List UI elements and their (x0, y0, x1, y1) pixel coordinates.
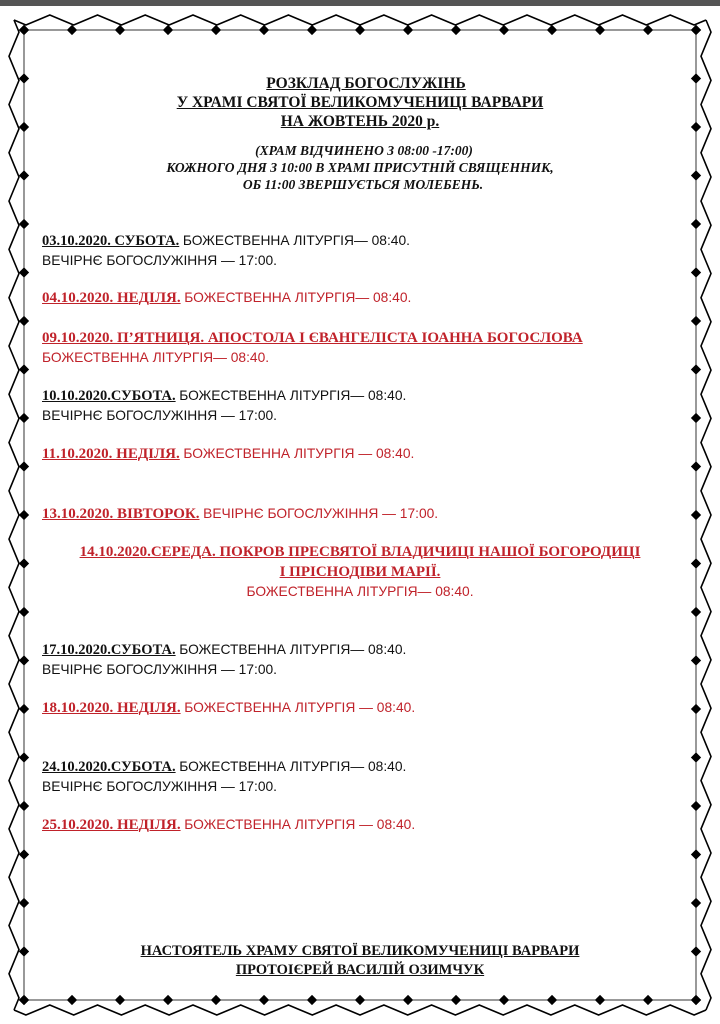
schedule-entry (42, 698, 692, 718)
entry-service: БОЖЕСТВЕННА ЛІТУРГІЯ— 08:40. (246, 584, 474, 599)
entry-date: 10.10.2020.СУБОТА. (42, 388, 176, 404)
entry-date: 14.10.2020.СЕРЕДА. ПОКРОВ ПРЕСВЯТОЇ ВЛАДИЧИЦІ НАШОЇ БОГОРОДИЦІ (79, 544, 641, 560)
entry-service: БОЖЕСТВЕННА ЛІТУРГІЯ— 08:40. (179, 759, 407, 774)
entry-service: БОЖЕСТВЕННА ЛІТУРГІЯ— 08:40. (184, 290, 412, 305)
entry-service: БОЖЕСТВЕННА ЛІТУРГІЯ— 08:40. (42, 350, 270, 365)
schedule-entry (42, 815, 692, 835)
entry-service: БОЖЕСТВЕННА ЛІТУРГІЯ — 08:40. (184, 817, 416, 832)
entry-date: 11.10.2020. НЕДІЛЯ. (42, 446, 180, 462)
entry-service: ВЕЧІРНЄ БОГОСЛУЖІННЯ — 17:00. (42, 253, 278, 268)
entry-date: 18.10.2020. НЕДІЛЯ. (42, 700, 181, 716)
schedule-entry (40, 542, 680, 602)
entry-date: І ПРІСНОДІВИ МАРІЇ. (279, 564, 441, 580)
title-line-1: РОЗКЛАД БОГОСЛУЖІНЬ (266, 75, 466, 92)
signature-block (0, 942, 720, 980)
entry-service: БОЖЕСТВЕННА ЛІТУРГІЯ— 08:40. (179, 642, 407, 657)
entry-date: 04.10.2020. НЕДІЛЯ. (42, 290, 181, 306)
schedule-entry (42, 504, 692, 524)
entry-date: 17.10.2020.СУБОТА. (42, 642, 176, 658)
schedule-entry (42, 386, 692, 426)
entry-service: ВЕЧІРНЄ БОГОСЛУЖІННЯ — 17:00. (42, 662, 278, 677)
entry-date: 13.10.2020. ВІВТОРОК. (42, 506, 200, 522)
entry-service: ВЕЧІРНЄ БОГОСЛУЖІННЯ — 17:00. (203, 506, 439, 521)
entry-service: БОЖЕСТВЕННА ЛІТУРГІЯ — 08:40. (183, 446, 415, 461)
schedule-entry (42, 757, 692, 797)
entry-service: БОЖЕСТВЕННА ЛІТУРГІЯ— 08:40. (182, 233, 410, 248)
signature-line-1: НАСТОЯТЕЛЬ ХРАМУ СВЯТОЇ ВЕЛИКОМУЧЕНИЦІ ВАРВАРИ (140, 943, 580, 959)
entry-service: ВЕЧІРНЄ БОГОСЛУЖІННЯ — 17:00. (42, 779, 278, 794)
note-line-1: (ХРАМ ВІДЧИНЕНО З 08:00 -17:00) (255, 143, 473, 158)
schedule-entry (42, 231, 692, 271)
opening-hours-note (0, 142, 720, 193)
schedule-entry (42, 328, 692, 368)
title-line-2: У ХРАМІ СВЯТОЇ ВЕЛИКОМУЧЕНИЦІ ВАРВАРИ (176, 94, 544, 111)
schedule-entry (42, 444, 692, 464)
entry-date: 03.10.2020. СУБОТА. (42, 233, 180, 249)
entry-service: БОЖЕСТВЕННА ЛІТУРГІЯ — 08:40. (184, 700, 416, 715)
entry-date: 24.10.2020.СУБОТА. (42, 759, 176, 775)
note-line-3: ОБ 11:00 ЗВЕРШУЄТЬСЯ МОЛЕБЕНЬ. (242, 177, 484, 192)
schedule-entry (42, 288, 692, 308)
entry-date: 25.10.2020. НЕДІЛЯ. (42, 817, 181, 833)
entry-date: 09.10.2020. П’ЯТНИЦЯ. АПОСТОЛА І ЄВАНГЕЛІСТА ІОАННА БОГОСЛОВА (42, 330, 583, 346)
entry-service: ВЕЧІРНЄ БОГОСЛУЖІННЯ — 17:00. (42, 408, 278, 423)
entry-service: БОЖЕСТВЕННА ЛІТУРГІЯ— 08:40. (179, 388, 407, 403)
signature-line-2: ПРОТОІЄРЕЙ ВАСИЛІЙ ОЗИМЧУК (235, 962, 485, 978)
schedule-entry (42, 640, 692, 680)
note-line-2: КОЖНОГО ДНЯ З 10:00 В ХРАМІ ПРИСУТНІЙ СВЯЩЕННИК, (166, 160, 554, 175)
title-line-3: НА ЖОВТЕНЬ 2020 р. (280, 113, 440, 130)
page-title (0, 74, 720, 131)
